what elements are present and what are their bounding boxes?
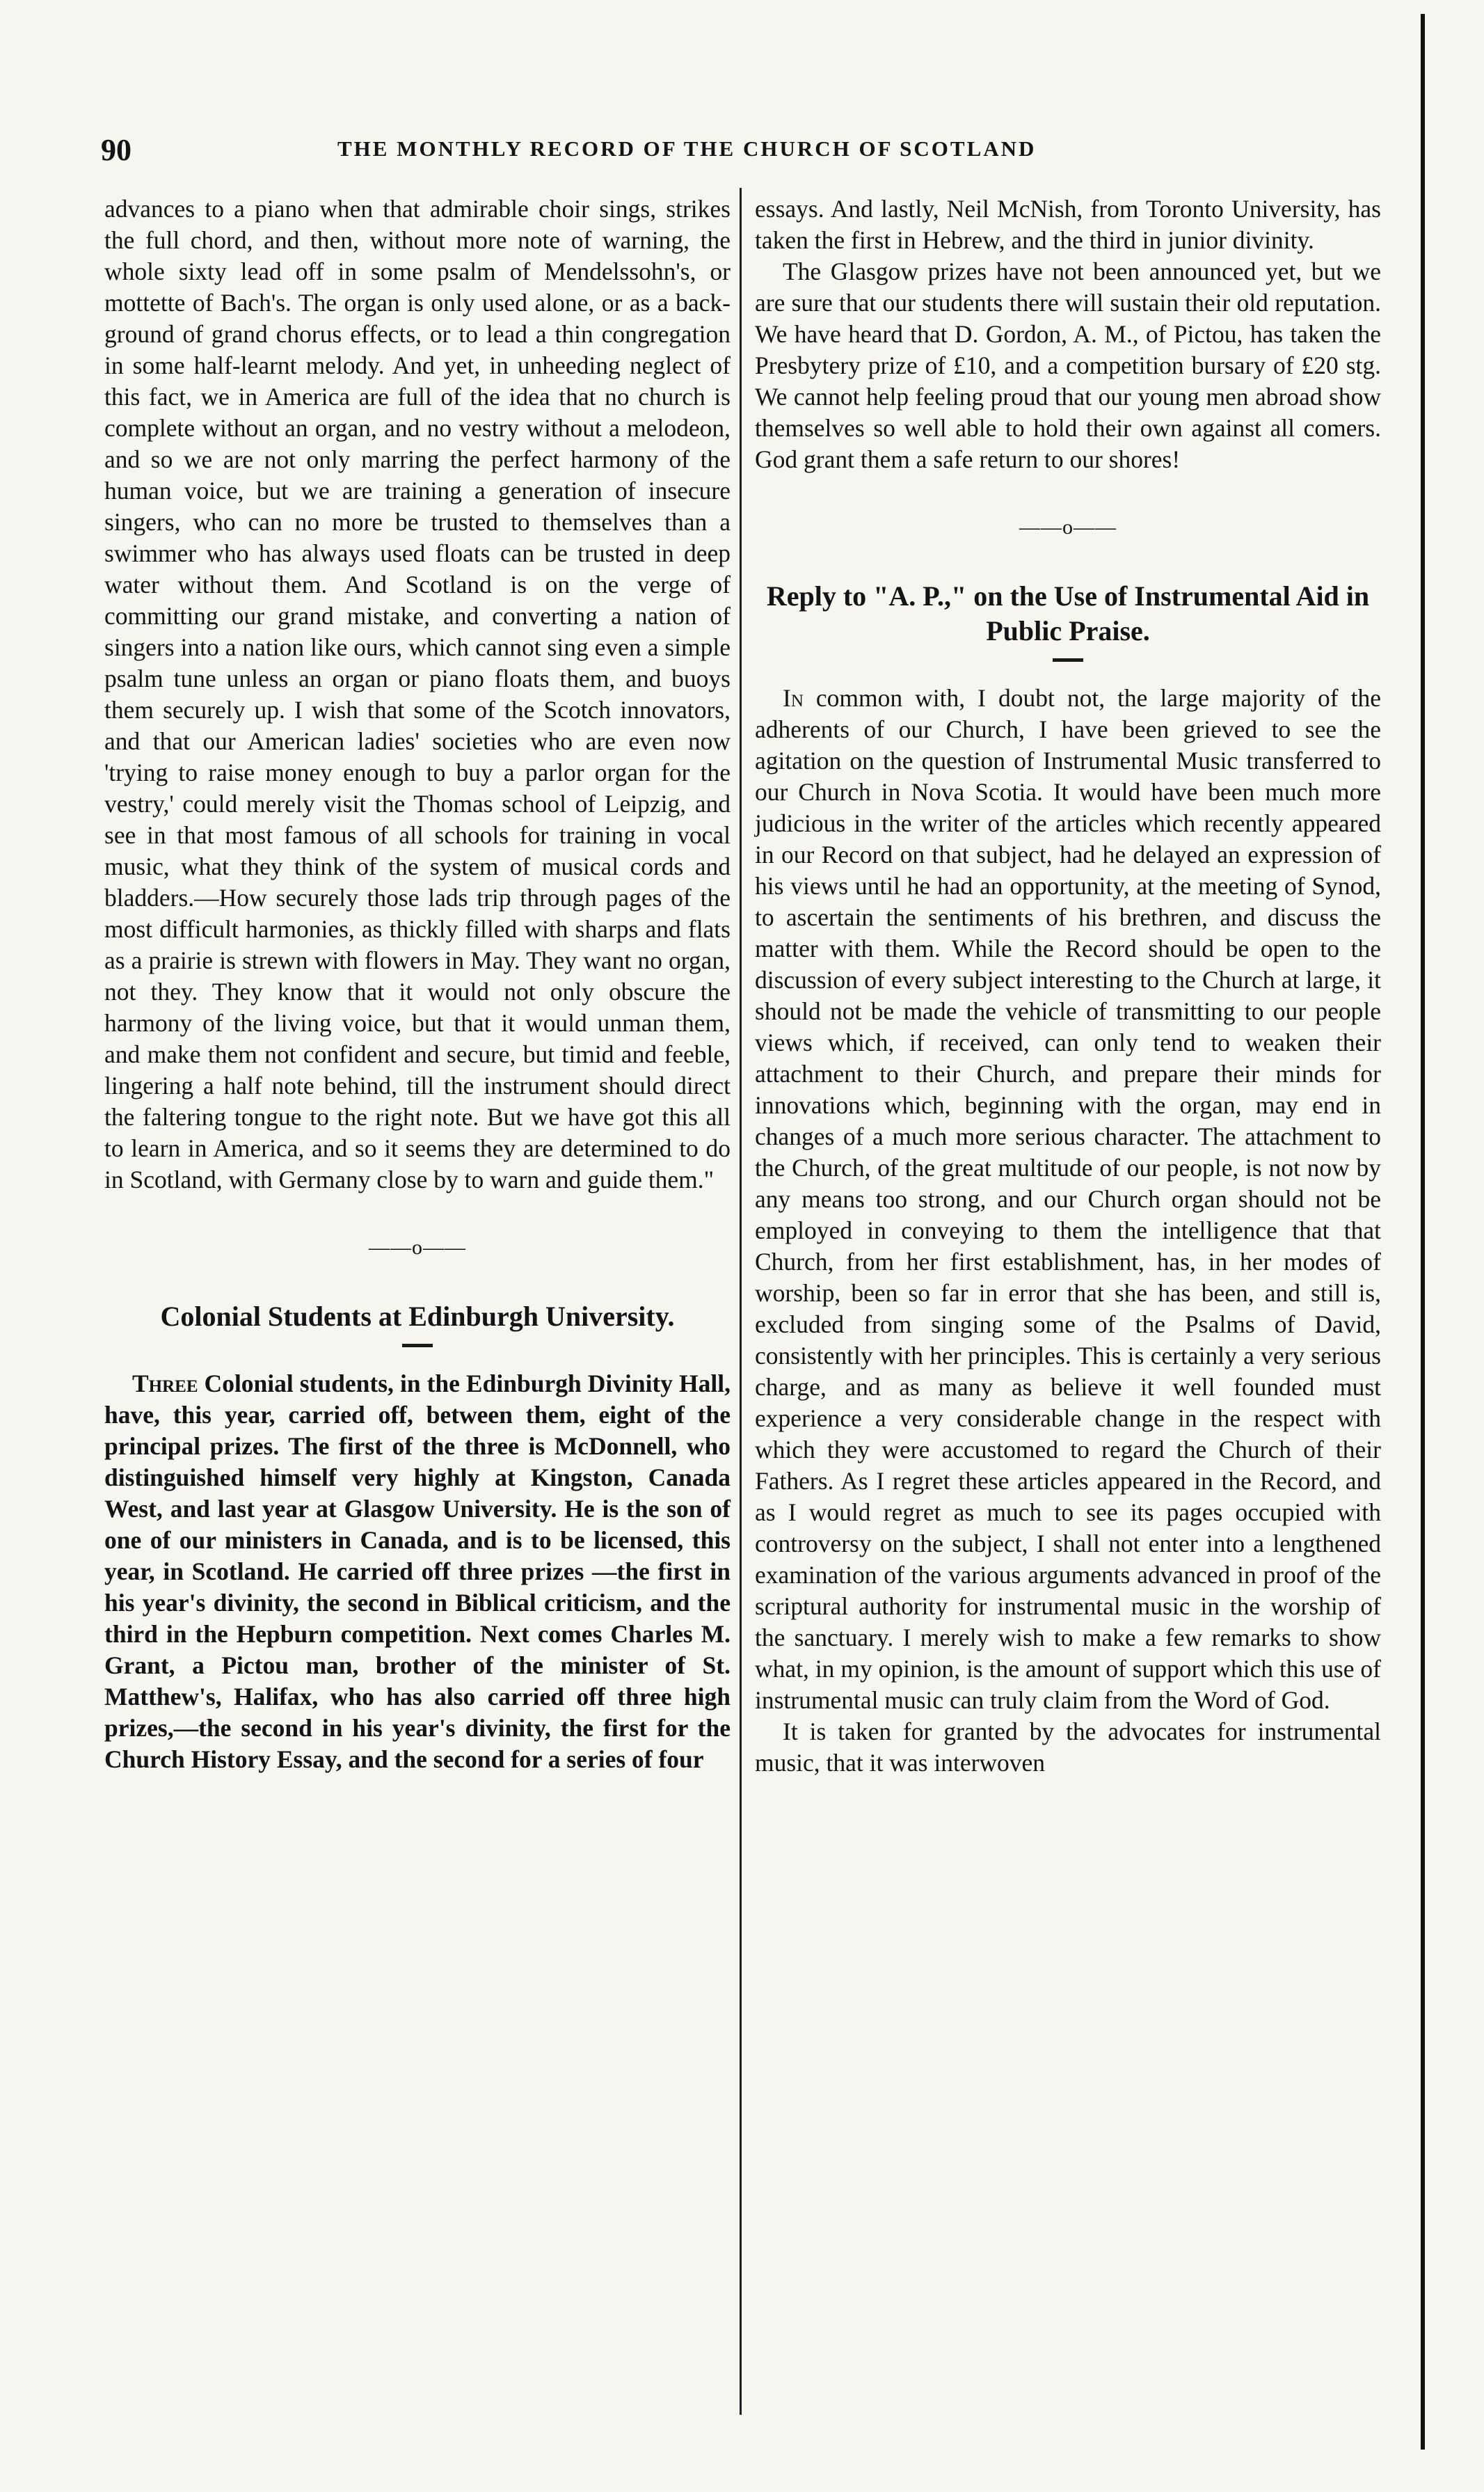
reply-paragraph-2: It is taken for granted by the advocates for instrumental music, that it was interwoven — [755, 1717, 1381, 1777]
right-column — [755, 193, 1381, 1779]
section-divider: ——o—— — [369, 1236, 466, 1259]
running-title: THE MONTHLY RECORD OF THE CHURCH OF SCOTLAND — [337, 136, 1037, 161]
colonial-students-paragraph — [104, 1368, 731, 1775]
paragraph-body: Colonial students, in the Edinburgh Divinity Hall, have, this year, carried off, between them, eight of the principal prizes. The first of the three is McDonnell, who distinguished himself very highly at Kingston, Canada West, and last year at Glasgow University. He is the son of one of our ministers in Canada, and is to be licensed, this year, in Scotland. He carried off three prizes —the first in his year's divinity, the second in Biblical criticism, and the third in the Hepburn competition. Next comes Charles M. Grant, a Pictou man, brother of the minister of St. Matthew's, Halifax, who has also carried off three high prizes,—the second in his year's divinity, the first for the Church History Essay, and the second for a series of four — [104, 1370, 731, 1773]
paragraph-lead-word: Three — [132, 1370, 198, 1397]
title-dash — [402, 1344, 433, 1347]
title-dash — [1053, 658, 1083, 662]
paragraph-body: common with, I doubt not, the large majority of the adherents of our Church, I have been grieved to see the agitation on the question of Instrumental Music transferred to our Church in Nova Scotia. It would have been much more judicious in the writer of the articles which recently appeared in our Record on that subject, had he delayed an expression of his views until he had an opportunity, at the meeting of Synod, to ascertain the sentiments of his brethren, and discuss the matter with them. While the Record should be open to the discussion of every subject interesting to the Church at large, it should not be made the vehicle of transmitting to our people views which, if received, can only tend to weaken their attachment to their Church, and prepare their minds for innovations which, beginning with the organ, may end in changes of a much more serious character. The attachment to the Church, of the great multitude of our people, is not now by any means too strong, and our Church organ should not be employed in conveying to them the intelligence that that Church, from her first establishment, has, in her modes of worship, been so far in error that she has been, and still is, excluded from singing some of the Psalms of David, consistently with her principles. This is certainly a very serious charge, and as many as believe it well founded must experience a very considerable change in the respect with which they were accustomed to regard the Church of their Fathers. As I regret these articles appeared in the Record, and as I would regret as much to see its pages occupied with controversy on the subject, I shall not enter into a lengthened examination of the various arguments advanced in proof of the scriptural authority for instrumental music in the worship of the sanctuary. I merely wish to make a few remarks to show what, in my opinion, is the amount of support which this use of instrumental music can truly claim from the Word of God. — [755, 684, 1381, 1714]
reply-paragraph-1 — [755, 683, 1381, 1716]
section-title-reply: Reply to "A. P.," on the Use of Instrumental Aid in Public Praise. — [766, 580, 1370, 646]
glasgow-prizes-paragraph: The Glasgow prizes have not been announced yet, but we are sure that our students there will sustain their old reputation. We have heard that D. Gordon, A. M., of Pictou, has taken the Presbytery prize of £10, and a competition bursary of £20 stg. We cannot help feeling proud that our young men abroad show themselves so well able to hold their own against all comers. God grant them a safe return to our shores! — [755, 257, 1381, 473]
page-number: 90 — [101, 133, 131, 167]
intro-paragraph: advances to a piano when that admirable choir sings, strikes the full chord, and then, without more note of warning, the whole sixty lead off in some psalm of Mendelssohn's, or mottette of Bach's. The organ is only used alone, or as a back-ground of grand chorus effects, or to lead a thin congregation in some half-learnt melody. And yet, in unheeding neglect of this fact, we in America are full of the idea that no church is complete without an organ, and no vestry without a melodeon, and so we are not only marring the perfect harmony of the human voice, but we are training a generation of insecure singers, who can no more be trusted to themselves than a swimmer who has always used floats can be trusted in deep water without them. And Scotland is on the verge of committing our grand mistake, and converting a nation of singers into a nation like ours, which cannot sing even a simple psalm tune unless an organ or piano floats them, and buoys them securely up. I wish that some of the Scotch innovators, and that our American ladies' societies who are even now 'trying to raise money enough to buy a parlor organ for the vestry,' could merely visit the Thomas school of Leipzig, and see in that most famous of all schools for training in vocal music, what they think of the system of musical cords and bladders.—How securely those lads trip through pages of the most difficult harmonies, as thickly filled with sharps and flats as a prairie is strewn with flowers in May. They want no organ, not they. They know that it would not only obscure the harmony of the living voice, but that it would unman them, and make them not confident and secure, but timid and feeble, lingering a half note behind, till the instrument should direct the faltering tongue to the right note. But we have got this all to learn in America, and so it seems they are determined to do in Scotland, with Germany close by to warn and guide them." — [104, 195, 731, 1193]
continued-paragraph: essays. And lastly, Neil McNish, from Toronto University, has taken the first in Hebrew, and the third in junior divinity. — [755, 195, 1381, 254]
paragraph-lead-word: In — [783, 684, 804, 712]
section-divider: ——o—— — [1019, 516, 1117, 539]
column-divider-rule — [740, 188, 742, 2415]
section-title-colonial-students: Colonial Students at Edinburgh University. — [160, 1301, 675, 1332]
page-header — [101, 132, 1402, 174]
page-edge-rule — [1421, 14, 1425, 2450]
left-column — [104, 193, 731, 1775]
